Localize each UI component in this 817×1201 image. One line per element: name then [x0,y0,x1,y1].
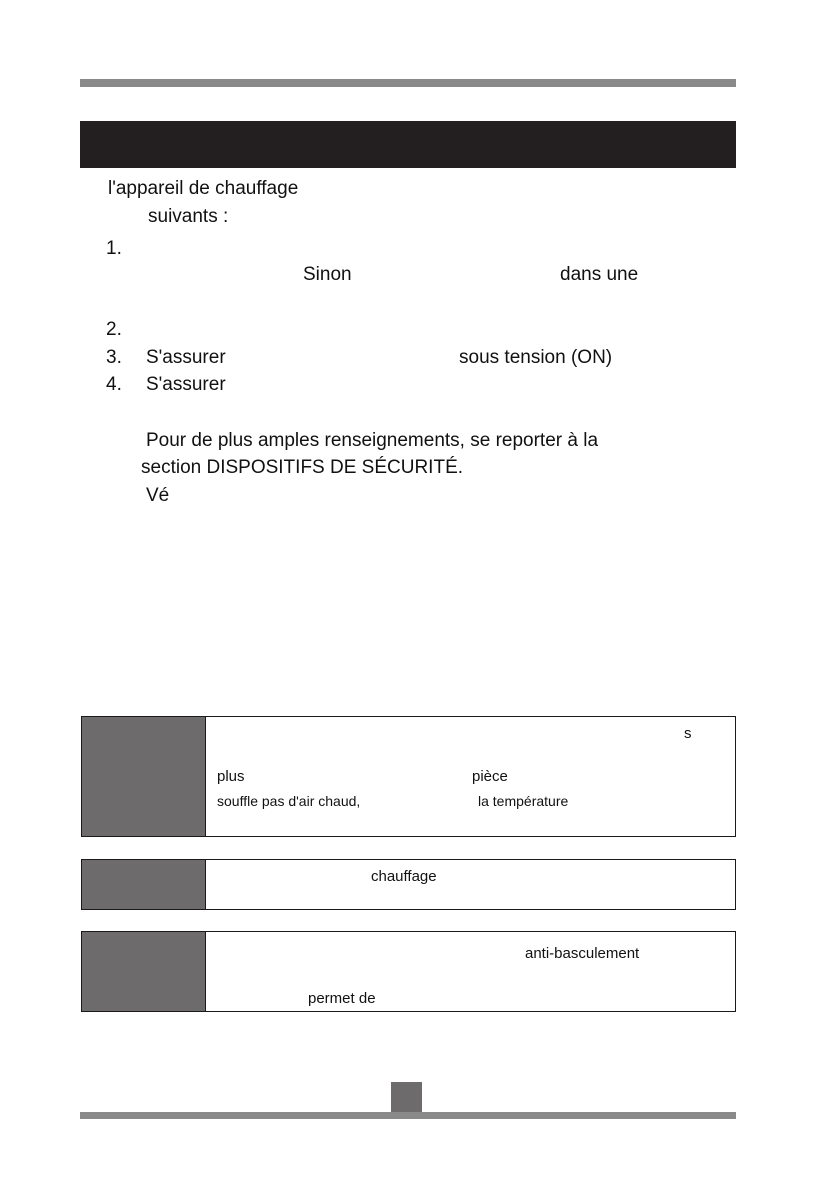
step-3-fragment-sous-tension: sous tension (ON) [459,347,613,368]
info-box-1-fragment-s: s [684,725,692,742]
info-box-1 [81,716,736,837]
step-4-fragment-sassurer: S'assurer [146,374,226,395]
info-box-3 [81,931,736,1012]
note-line-2: section DISPOSITIFS DE SÉCURITÉ. [141,457,464,478]
info-box-1-fragment-temperature: la température [478,793,569,809]
info-box-1-fragment-plus: plus [217,768,245,785]
step-3-number: 3. [106,347,122,368]
intro-line-1: l'appareil de chauffage [108,178,299,199]
section-header-banner [80,121,736,168]
info-box-1-fragment-piece: pièce [472,768,508,785]
step-1-fragment-sinon: Sinon [303,264,352,285]
bottom-rule [80,1112,736,1119]
info-box-3-label [82,932,206,1011]
step-2-number: 2. [106,319,122,340]
info-box-3-fragment-anti-basculement: anti-basculement [525,945,640,962]
note-line-3: Vé [146,485,170,506]
step-4-number: 4. [106,374,122,395]
step-1-number: 1. [106,238,122,259]
intro-line-2: suivants : [148,206,229,227]
info-box-2-fragment-chauffage: chauffage [371,868,437,885]
step-3-fragment-sassurer: S'assurer [146,347,226,368]
note-line-1: Pour de plus amples renseignements, se reporter à la [146,430,599,451]
step-1-fragment-dans-une: dans une [560,264,639,285]
top-rule [80,79,736,87]
info-box-3-fragment-permet-de: permet de [308,990,376,1007]
info-box-1-fragment-souffle: souffle pas d'air chaud, [217,793,361,809]
info-box-1-label [82,717,206,836]
info-box-2-label [82,860,206,909]
page-number-tab [391,1082,422,1116]
